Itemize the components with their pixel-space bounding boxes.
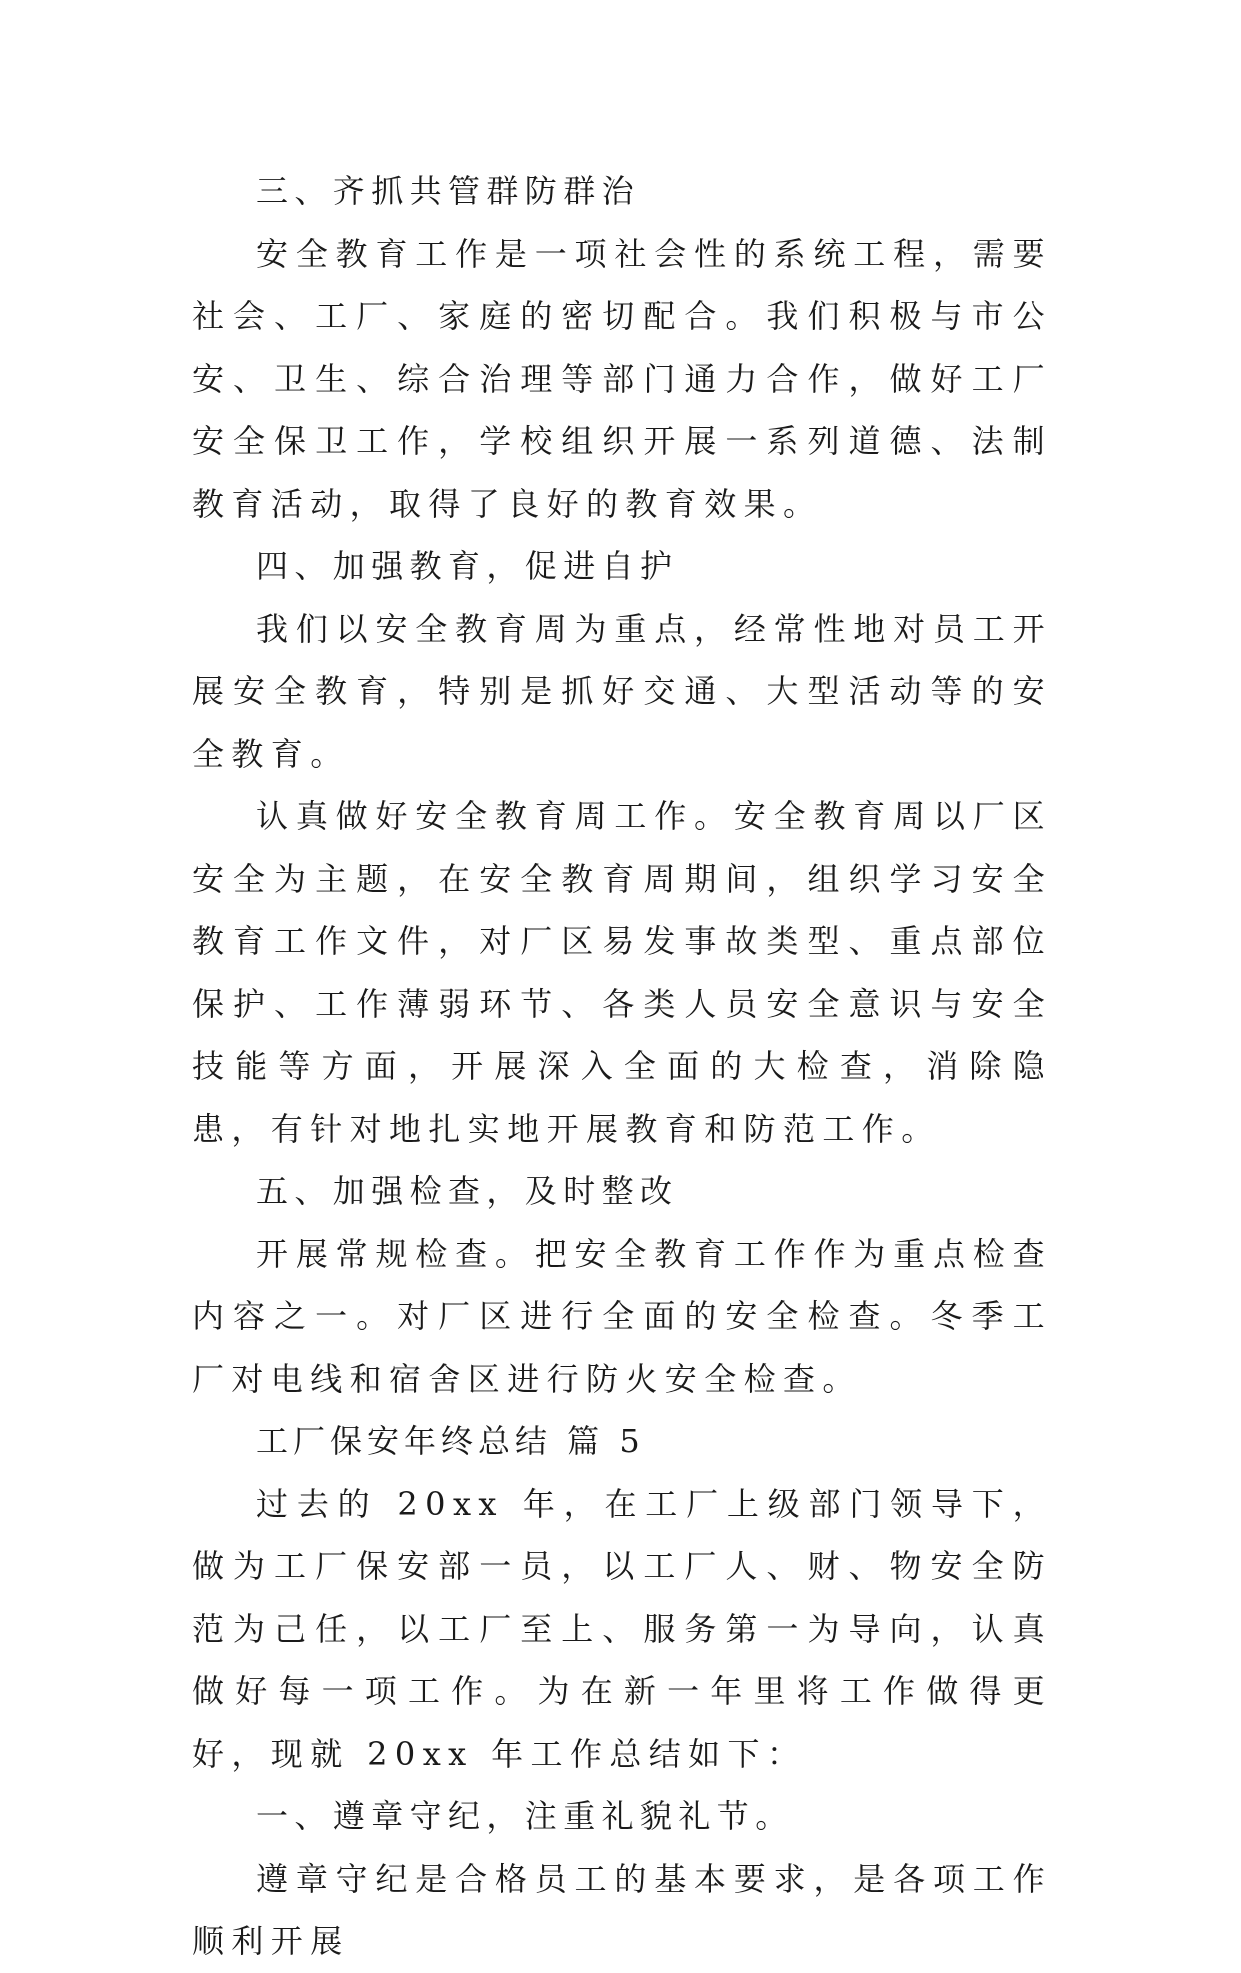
body-paragraph: 安全教育工作是一项社会性的系统工程，需要社会、工厂、家庭的密切配合。我们积极与市公安、卫生、综合治理等部门通力合作，做好工厂安全保卫工作，学校组织开展一系列道德、法制教育活动，取得了良好的教育效果。 (192, 234, 1052, 523)
section-heading-1: 一、遵章守纪，注重礼貌礼节。 (256, 1797, 794, 1835)
body-paragraph: 开展常规检查。把安全教育工作作为重点检查内容之一。对厂区进行全面的安全检查。冬季工厂对电线和宿舍区进行防火安全检查。 (192, 1234, 1052, 1398)
section-heading-4: 四、加强教育，促进自护 (256, 547, 679, 585)
body-paragraph: 我们以安全教育周为重点，经常性地对员工开展安全教育，特别是抓好交通、大型活动等的安全教育。 (192, 609, 1052, 773)
document-page (192, 160, 1052, 1973)
section-heading-3: 三、齐抓共管群防群治 (256, 172, 641, 210)
section-heading-5: 五、加强检查，及时整改 (256, 1172, 679, 1210)
article-title: 工厂保安年终总结 篇 5 (256, 1422, 645, 1460)
body-paragraph: 遵章守纪是合格员工的基本要求，是各项工作顺利开展 (192, 1859, 1052, 1960)
body-paragraph: 过去的 20xx 年，在工厂上级部门领导下，做为工厂保安部一员，以工厂人、财、物安全防范为己任，以工厂至上、服务第一为导向，认真做好每一项工作。为在新一年里将工作做得更好，现就 20xx 年工作总结如下： (192, 1484, 1052, 1773)
body-paragraph: 认真做好安全教育周工作。安全教育周以厂区安全为主题，在安全教育周期间，组织学习安全教育工作文件，对厂区易发事故类型、重点部位保护、工作薄弱环节、各类人员安全意识与安全技能等方面，开展深入全面的大检查，消除隐患，有针对地扎实地开展教育和防范工作。 (192, 797, 1052, 1148)
